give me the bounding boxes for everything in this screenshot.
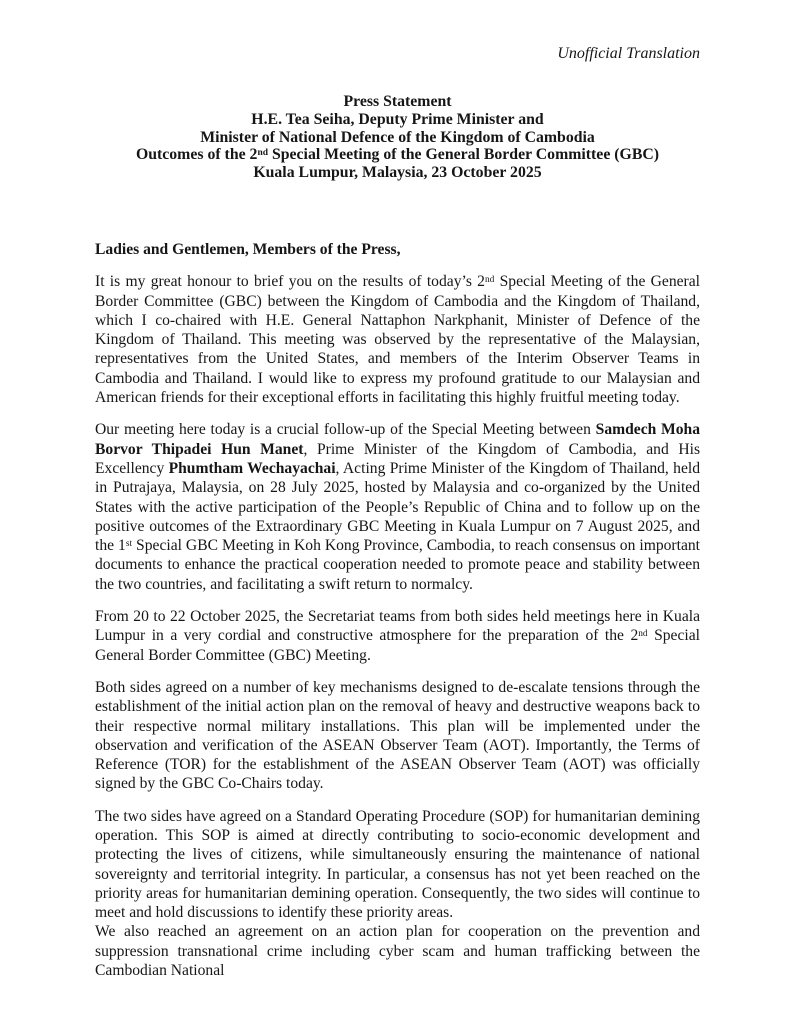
- salutation: Ladies and Gentlemen, Members of the Press,: [95, 240, 401, 258]
- document-body: [95, 240, 700, 980]
- title-line-outcomes: Outcomes of the 2nd Special Meeting of the General Border Committee (GBC): [135, 146, 660, 164]
- body-paragraph-2: Our meeting here today is a crucial follow-up of the Special Meeting between Samdech Moha Borvor Thipadei Hun Manet, Prime Minister of the Kingdom of Cambodia, and His Excellency Phumtham Wechayachai, Acting Prime Minister of the Kingdom of Thailand, held in Putrajaya, Malaysia, on 28 July 2025, hosted by Malaysia and co-organized by the United States with the active participation of the People’s Republic of China and to follow up on the positive outcomes of the Extraordinary GBC Meeting in Kuala Lumpur on 7 August 2025, and the 1st Special GBC Meeting in Koh Kong Province, Cambodia, to reach consensus on important documents to enhance the practical cooperation needed to promote peace and stability between the two countries, and facilitating a swift return to normalcy.: [95, 421, 701, 593]
- title-line-minister: Minister of National Defence of the Kingdom of Cambodia: [200, 128, 595, 146]
- document-title-block: [95, 93, 700, 182]
- body-paragraph-6: We also reached an agreement on an action plan for cooperation on the prevention and suppression transnational crime including cyber scam and human trafficking between the Cambodian National: [95, 923, 700, 980]
- body-paragraph-5: The two sides have agreed on a Standard Operating Procedure (SOP) for humanitarian demining operation. This SOP is aimed at directly contributing to socio-economic development and protecting the lives of citizens, while simultaneously ensuring the maintenance of national sovereignty and territorial integrity. In particular, a consensus has not yet been reached on the priority areas for humanitarian demining operation. Consequently, the two sides will continue to meet and hold discussions to identify these priority areas.: [95, 807, 700, 922]
- body-paragraph-1: It is my great honour to brief you on the results of today’s 2nd Special Meeting of the General Border Committee (GBC) between the Kingdom of Cambodia and the Kingdom of Thailand, which I co-chaired with H.E. General Nattaphon Narkphanit, Minister of Defence of the Kingdom of Thailand. This meeting was observed by the representative of the Malaysian, representatives from the United States, and members of the Interim Observer Teams in Cambodia and Thailand. I would like to express my profound gratitude to our Malaysian and American friends for their exceptional efforts in facilitating this highly fruitful meeting today.: [95, 273, 700, 407]
- watermark-unofficial-translation: Unofficial Translation: [557, 45, 700, 62]
- title-line-location-date: Kuala Lumpur, Malaysia, 23 October 2025: [253, 164, 542, 182]
- title-line-press-statement: Press Statement: [343, 93, 452, 110]
- body-paragraph-3: From 20 to 22 October 2025, the Secretariat teams from both sides held meetings here in Kuala Lumpur in a very cordial and constructive atmosphere for the preparation of the 2nd Special General Border Committee (GBC) Meeting.: [95, 608, 700, 664]
- body-paragraph-4: Both sides agreed on a number of key mechanisms designed to de-escalate tensions through the establishment of the initial action plan on the removal of heavy and destructive weapons back to their respective normal military installations. This plan will be implemented under the observation and verification of the ASEAN Observer Team (AOT). Importantly, the Terms of Reference (TOR) for the establishment of the ASEAN Observer Team (AOT) was officially signed by the GBC Co-Chairs today.: [95, 678, 700, 793]
- title-line-speaker: H.E. Tea Seiha, Deputy Prime Minister and: [251, 110, 544, 128]
